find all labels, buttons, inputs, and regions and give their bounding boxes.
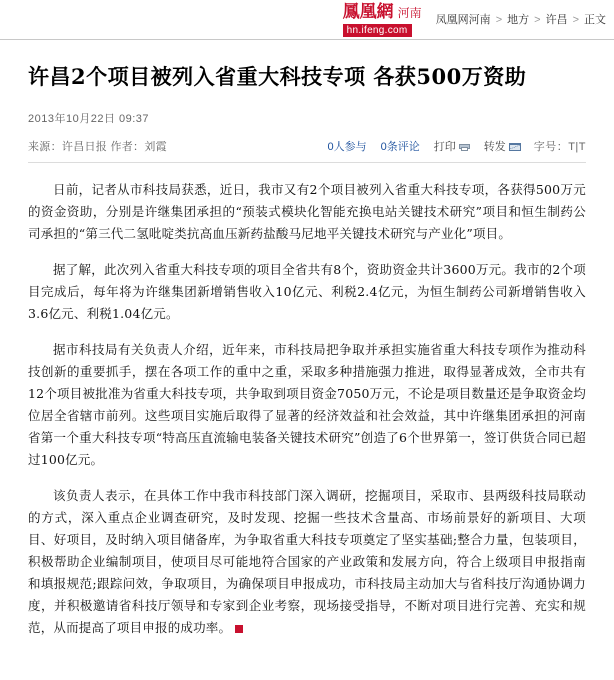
breadcrumb-item-1[interactable]: 地方 [507,13,530,26]
breadcrumb [436,13,606,27]
breadcrumb-item-0[interactable]: 凤凰网河南 [435,13,491,26]
breadcrumb-item-3[interactable]: 正文 [584,13,606,26]
article-paragraph-last [28,485,586,639]
article-paragraph: 日前，记者从市科技局获悉，近日，我市又有2个项目被列入省重大科技专项，各获得500万元的资金资助，分别是许继集团承担的“预装式模块化智能充换电站关键技术研究”项目和恒生制药公司承担的“第三代二氢吡啶类抗高血压新药盐酸马尼地平关键技术研究与产业化”项目。 [28,182,586,241]
comments-link[interactable]: 0条评论 [380,141,420,153]
print-label: 打印 [433,141,456,153]
font-size-toggle[interactable]: 字号：T|T [533,141,586,153]
article-container [0,62,614,639]
mail-icon [509,142,520,151]
article-date: 2013年10月22日 09:37 [28,113,150,125]
site-logo[interactable] [343,3,422,37]
site-header [0,0,614,40]
logo-main-text: 鳳凰網 [342,1,394,22]
article-meta-bar [28,138,586,163]
article-body [28,179,586,639]
forward-label: 转发 [483,141,506,153]
article-paragraph-text: 该负责人表示，在具体工作中我市科技部门深入调研，挖掘项目，采取市、县两级科技局联动的方式，深入重点企业调查研究，及时发现、挖掘一些技术含量高、市场前景好的新项目、大项目、好项目，及时纳入项目储备库，为争取省重大科技专项奠定了坚实基础;整合力量，包装项目，积极帮助企业编制项目，使项目尽可能地符合国家的产业政策和发展方向，符合上级项目申报指南和填报规范;跟踪问效，争取项目，为确保项目申报成功，市科技局主动加大与省科技厅沟通协调力度，并积极邀请省科技厅领导和专家到企业考察，现场接受指导，不断对项目进行完善、充实和规范，从而提高了项目申报的成功率。 [28,488,586,635]
breadcrumb-separator-1: > [534,13,541,26]
printer-icon [459,142,470,151]
page-title: 许昌2个项目被列入省重大科技专项 各获500万资助 [28,64,527,89]
logo-sub-text: 河南 [397,5,422,20]
print-button[interactable] [434,138,470,154]
article-paragraph: 据市科技局有关负责人介绍，近年来，市科技局把争取并承担实施省重大科技专项作为推动科技创新的重要抓手，摆在各项工作的重中之重，采取多种措施强力推进，取得显著成效，全市共有12个项目被批准为省重大科技专项，共争取到项目资金7050万元，不论是项目数量还是争取资金均位居全省辖市前列。这些项目实施后取得了显著的经济效益和社会效益，其中许继集团承担的河南省第一个重大科技专项“特高压直流输电装备关键技术研究”创造了6个世界第一，签订供货合同已超过100亿元。 [28,342,586,467]
breadcrumb-separator-2: > [572,13,579,26]
logo-url-text: hn.ifeng.com [343,24,412,37]
end-mark-icon [235,625,243,633]
participants-link[interactable]: 0人参与 [327,141,367,153]
logo-text-row [343,3,422,23]
breadcrumb-separator-0: > [495,13,503,26]
article-actions [327,138,586,154]
article-source: 来源：许昌日报 作者：刘霞 [28,141,167,153]
forward-button[interactable] [484,138,520,154]
article-paragraph: 据了解，此次列入省重大科技专项的项目全省共有8个，资助资金共计3600万元。我市的2个项目完成后，每年将为许继集团新增销售收入10亿元、利税2.4亿元，为恒生制药公司新增销售收入3.6亿元、利税1.04亿元。 [28,262,586,321]
breadcrumb-item-2[interactable]: 许昌 [545,13,568,26]
